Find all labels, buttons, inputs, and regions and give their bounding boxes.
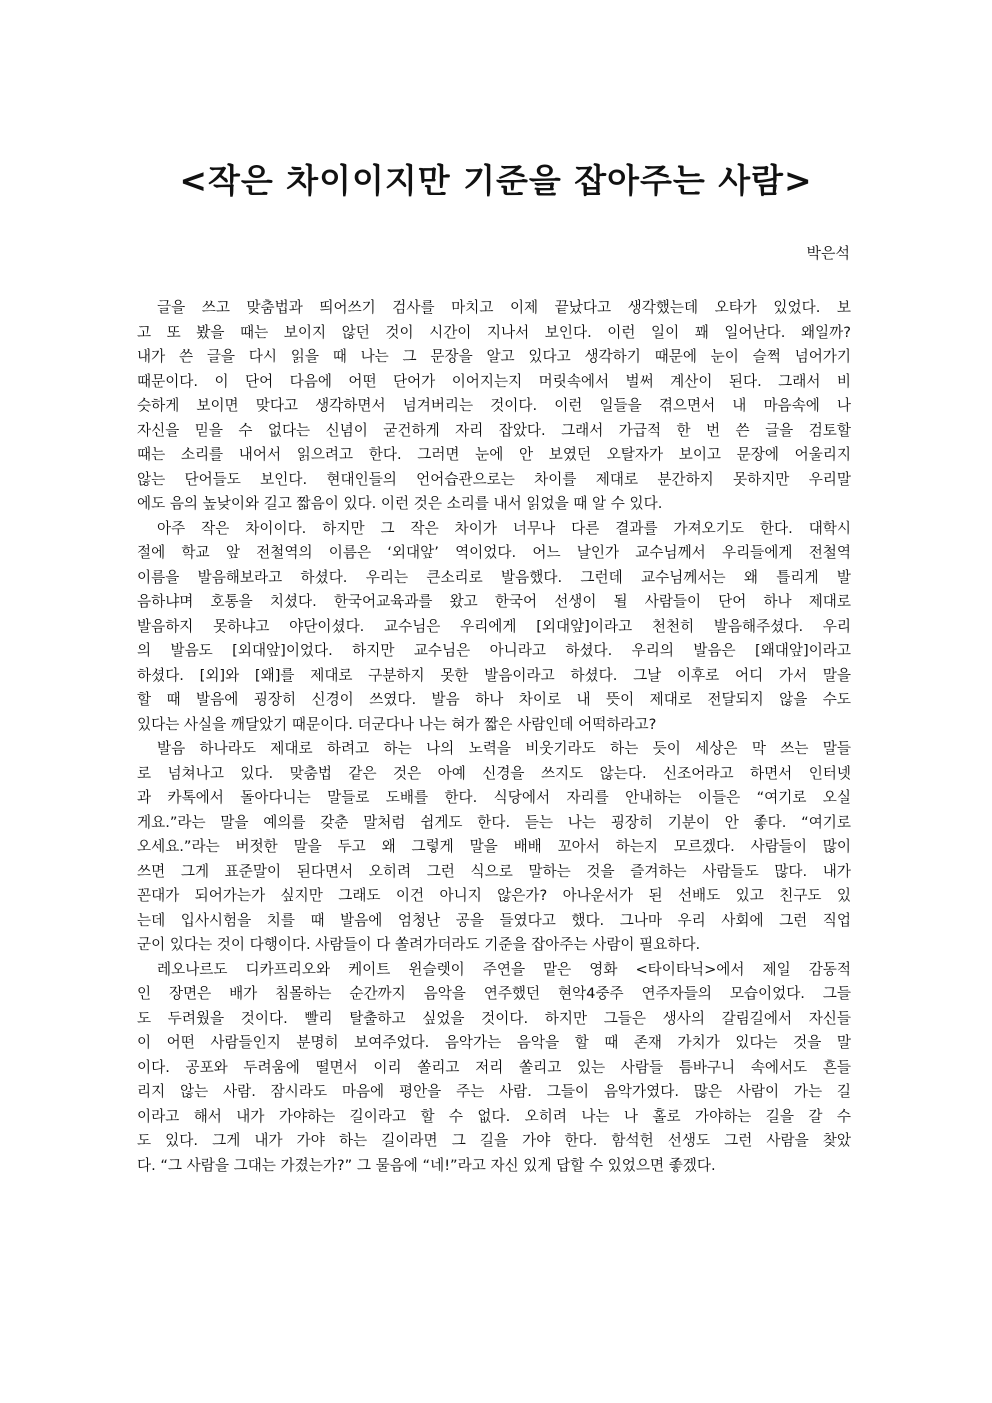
text-line: 의 발음도 [외대앞]이었다. 하지만 교수님은 아니라고 하셨다. 우리의 발음은 [왜대앞]이라고: [137, 642, 851, 659]
text-line: 쓰면 그게 표준말이 된다면서 오히려 그런 식으로 말하는 것을 즐겨하는 사람들도 많다. 내가: [137, 862, 851, 880]
text-line: 있다는 사실을 깨달았기 때문이다. 더군다나 나는 혀가 짧은 사람인데 어떡하라고?: [137, 715, 657, 733]
paragraph: [137, 737, 851, 958]
text-line: 때는 소리를 내어서 읽으려고 한다. 그러면 눈에 안 보였던 오탈자가 보이고 문장에 어울리지: [137, 446, 851, 463]
text-line: 때문이다. 이 단어 다음에 어떤 단어가 이어지는지 머릿속에서 벌써 계산이 된다. 그래서 비: [137, 372, 851, 390]
text-line: 에도 음의 높낮이와 길고 짧음이 있다. 이런 것은 소리를 내서 읽었을 때 알 수 있다.: [137, 495, 663, 512]
text-line: 는데 입사시험을 치를 때 발음에 엄청난 공을 들였다고 했다. 그나마 우리 사회에 그런 직업: [137, 911, 851, 929]
text-line: 리지 않는 사람. 잠시라도 마음에 평안을 주는 사람. 그들이 음악가였다. 많은 사람이 가는 길: [137, 1083, 851, 1100]
text-line: 이라고 해서 내가 가야하는 길이라고 할 수 없다. 오히려 나는 나 홀로 가야하는 길을 갈 수: [137, 1107, 851, 1125]
text-line: 오세요.”라는 버젓한 말을 두고 왜 그렇게 말을 배배 꼬아서 하는지 모르겠다. 사람들이 많이: [137, 838, 851, 855]
text-line: 절에 학교 앞 전철역의 이름은 ‘외대앞’ 역이었다. 어느 날인가 교수님께서 우리들에게 전철역: [137, 544, 851, 561]
text-line: 발음 하나라도 제대로 하려고 하는 나의 노력을 비웃기라도 하는 듯이 세상은 막 쓰는 말들: [157, 740, 851, 757]
text-line: 도 있다. 그게 내가 가야 하는 길이라면 그 길을 가야 한다. 함석헌 선생도 그런 사람을 찾았: [137, 1132, 851, 1149]
text-line: 슷하게 보이면 맞다고 생각하면서 넘겨버리는 것이다. 이런 일들을 겪으면서 내 마음속에 나: [137, 397, 851, 414]
document-body: [137, 296, 851, 1178]
text-line: 발음하지 못하냐고 야단이셨다. 교수님은 우리에게 [외대앞]이라고 천천히 발음해주셨다. 우리: [137, 617, 851, 635]
text-line: 과 카톡에서 돌아다니는 말들로 도배를 한다. 식당에서 자리를 안내하는 이들은 “여기로 오실: [137, 789, 851, 806]
text-line: 할 때 발음에 굉장히 신경이 쓰였다. 발음 하나 차이로 내 뜻이 제대로 전달되지 않을 수도: [137, 691, 851, 708]
text-line: 로 넘쳐나고 있다. 맞춤법 같은 것은 아예 신경을 쓰지도 않는다. 신조어라고 하면서 인터넷: [137, 764, 851, 782]
text-line: 하셨다. [외]와 [왜]를 제대로 구분하지 못한 발음이라고 하셨다. 그날 이후로 어디 가서 말을: [137, 666, 851, 684]
text-line: 이름을 발음해보라고 하셨다. 우리는 큰소리로 발음했다. 그런데 교수님께서는 왜 틀리게 발: [137, 568, 851, 586]
text-line: 음하냐며 호통을 치셨다. 한국어교육과를 왔고 한국어 선생이 될 사람들이 단어 하나 제대로: [137, 593, 851, 610]
paragraph: [137, 958, 851, 1179]
author-name: 박은석: [806, 244, 850, 262]
text-line: 군이 있다는 것이 다행이다. 사람들이 다 쏠려가더라도 기준을 잡아주는 사람이 필요하다.: [137, 936, 701, 953]
text-line: 아주 작은 차이이다. 하지만 그 작은 차이가 너무나 다른 결과를 가져오기도 한다. 대학시: [157, 519, 851, 537]
text-line: 인 장면은 배가 침몰하는 순간까지 음악을 연주했던 현악4중주 연주자들의 모습이었다. 그들: [137, 985, 851, 1002]
text-line: 글을 쓰고 맞춤법과 띄어쓰기 검사를 마치고 이제 끝났다고 생각했는데 오타가 있었다. 보: [157, 299, 851, 316]
text-line: 이다. 공포와 두려움에 떨면서 이리 쏠리고 저리 쏠리고 있는 사람들 틈바구니 속에서도 흔들: [137, 1058, 851, 1076]
text-line: 이 어떤 사람들인지 분명히 보여주었다. 음악가는 음악을 할 때 존재 가치가 있다는 것을 말: [137, 1034, 851, 1051]
paragraph: [137, 517, 851, 738]
text-line: 꼰대가 되어가는가 싶지만 그래도 이건 아니지 않은가? 아나운서가 된 선배도 있고 친구도 있: [137, 887, 851, 904]
text-line: 레오나르도 디카프리오와 케이트 윈슬렛이 주연을 맡은 영화 <타이타닉>에서 제일 감동적: [157, 960, 851, 978]
text-line: 자신을 믿을 수 없다는 신념이 굳건하게 자리 잡았다. 그래서 가급적 한 번 쓴 글을 검토할: [137, 421, 851, 439]
text-line: 다. “그 사람을 그대는 가졌는가?” 그 물음에 “네!”라고 자신 있게 답할 수 있었으면 좋겠다.: [137, 1156, 716, 1174]
text-line: 않는 단어들도 보인다. 현대인들의 언어습관으로는 차이를 제대로 분간하지 못하지만 우리말: [137, 470, 851, 488]
text-line: 내가 쓴 글을 다시 읽을 때 나는 그 문장을 알고 있다고 생각하기 때문에 눈이 슬쩍 넘어가기: [137, 348, 851, 365]
paragraph: [137, 296, 851, 517]
document-title: <작은 차이이지만 기준을 잡아주는 사람>: [179, 161, 813, 200]
text-line: 게요.”라는 말을 예의를 갖춘 말처럼 쉽게도 한다. 듣는 나는 굉장히 기분이 안 좋다. “여기로: [137, 813, 851, 831]
text-line: 고 또 봤을 때는 보이지 않던 것이 시간이 지나서 보인다. 이런 일이 꽤 일어난다. 왜일까?: [137, 323, 851, 341]
text-line: 도 두려웠을 것이다. 빨리 탈출하고 싶었을 것이다. 하지만 그들은 생사의 갈림길에서 자신들: [137, 1009, 851, 1027]
